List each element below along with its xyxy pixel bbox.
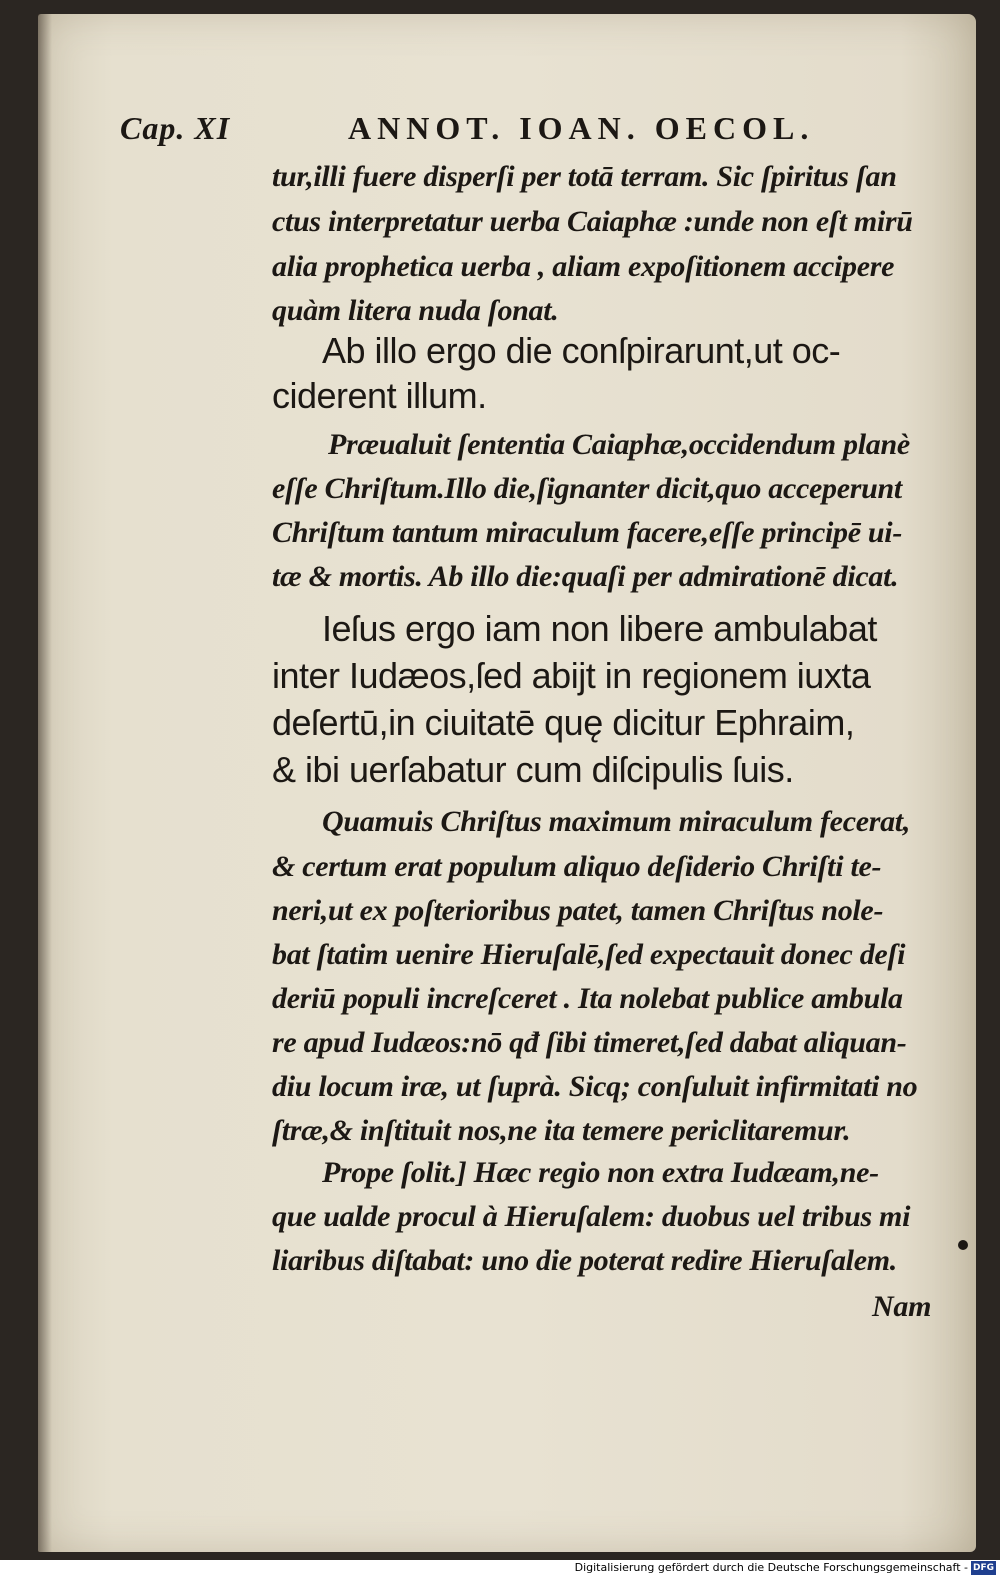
footer-credit: Digitalisierung gefördert durch die Deutsche Forschungsgemeinschaft - <box>574 1561 968 1574</box>
verse-line: Ieſus ergo iam non libere ambulabat <box>322 608 877 649</box>
verse-line: & ibi uerſabatur cum diſcipulis ſuis. <box>272 749 794 790</box>
verse-line: Ab illo ergo die conſpirarunt,ut oc- <box>322 330 841 371</box>
text-line: deriū populi increſceret . Ita nolebat publice ambula <box>272 982 903 1015</box>
text-line: tur,illi fuere disperſi per totā terram. Sic ſpiritus ſan <box>272 160 897 193</box>
text-line: quàm litera nuda ſonat. <box>272 294 559 327</box>
text-line: Chriſtum tantum miraculum facere,eſſe principē ui- <box>272 516 903 549</box>
text-line: Quamuis Chriſtus maximum miraculum fecerat, <box>322 805 911 838</box>
ink-dot <box>958 1240 968 1250</box>
text-line: diu locum iræ, ut ſuprà. Sicq; conſuluit infirmitati no <box>272 1070 918 1103</box>
text-line: liaribus diſtabat: uno die poterat redire Hieruſalem. <box>272 1244 897 1277</box>
verse-line: ciderent illum. <box>272 375 487 416</box>
catchword: Nam <box>872 1290 932 1323</box>
text-line: bat ſtatim uenire Hieruſalē,ſed expectauit donec deſi <box>272 938 906 971</box>
verse-line: inter Iudæos,ſed abijt in regionem iuxta <box>272 655 871 696</box>
running-head <box>78 110 868 150</box>
text-line: ctus interpretatur uerba Caiaphæ :unde non eſt mirū <box>272 205 913 238</box>
text-line: que ualde procul à Hieruſalem: duobus uel tribus mi <box>272 1200 911 1233</box>
verse-line: deſertū,in ciuitatē quę dicitur Ephraim, <box>272 702 855 743</box>
text-line: ſtræ,& inſtituit nos,ne ita temere periclitaremur. <box>272 1114 851 1147</box>
text-line: eſſe Chriſtum.Illo die,ſignanter dicit,quo acceperunt <box>272 472 902 505</box>
text-line: tæ & mortis. Ab illo die:quaſi per admirationē dicat. <box>272 560 899 593</box>
text-line: Prope ſolit.] Hæc regio non extra Iudæam,ne- <box>322 1156 879 1189</box>
text-line: neri,ut ex poſterioribus patet, tamen Chriſtus nole- <box>272 894 884 927</box>
text-line: Præualuit ſententia Caiaphæ,occidendum planè <box>328 428 910 461</box>
text-line: re apud Iudæos:nō qđ ſibi timeret,ſed dabat aliquan- <box>272 1026 907 1059</box>
running-title: ANNOT. IOAN. OECOL. <box>348 110 815 146</box>
text-line: alia prophetica uerba , aliam expoſitionem accipere <box>272 250 895 283</box>
chapter-label: Cap. XI <box>120 110 231 146</box>
text-line: & certum erat populum aliquo deſiderio Chriſti te- <box>272 850 882 883</box>
dfg-logo: DFG <box>972 1563 994 1573</box>
